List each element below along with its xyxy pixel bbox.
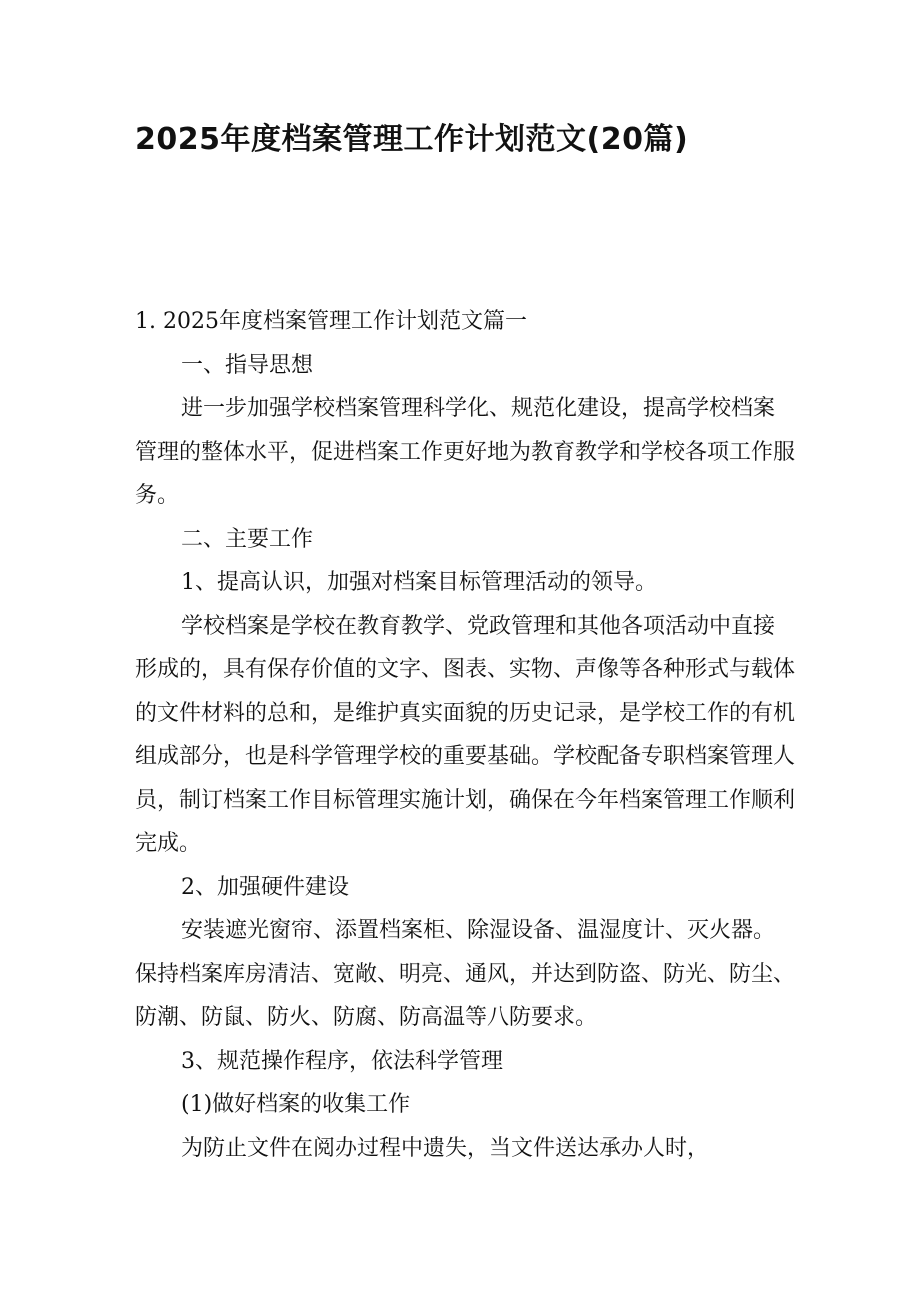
document-title: 2025年度档案管理工作计划范文(20篇) [135, 122, 689, 157]
document-body [135, 300, 795, 1170]
section-title: 1. 2025年度档案管理工作计划范文篇一 [135, 309, 527, 334]
subheading: 1、提高认识，加强对档案目标管理活动的领导。 [181, 570, 657, 595]
paragraph: 进一步加强学校档案管理科学化、规范化建设，提高学校档案管理的整体水平，促进档案工作更好地为教育教学和学校各项工作服务。 [135, 396, 796, 508]
subheading: 2、加强硬件建设 [181, 874, 349, 900]
heading-main-work: 二、主要工作 [181, 526, 314, 552]
subheading: 3、规范操作程序，依法科学管理 [181, 1048, 503, 1074]
paragraph: 安装遮光窗帘、添置档案柜、除湿设备、温湿度计、灭火器。保持档案库房清洁、宽敞、明亮、通风，并达到防盗、防光、防尘、防潮、防鼠、防火、防腐、防高温等八防要求。 [135, 918, 796, 1030]
paragraph: 为防止文件在阅办过程中遗失，当文件送达承办人时， [181, 1135, 710, 1161]
heading-guiding-ideology: 一、指导思想 [181, 352, 314, 378]
subheading: (1)做好档案的收集工作 [181, 1092, 411, 1117]
paragraph: 学校档案是学校在教育教学、党政管理和其他各项活动中直接形成的，具有保存价值的文字、图表、实物、声像等各种形式与载体的文件材料的总和，是维护真实面貌的历史记录，是学校工作的有机组成部分，也是科学管理学校的重要基础。学校配备专职档案管理人员，制订档案工作目标管理实施计划，确保在今年档案管理工作顺利完成。 [135, 613, 796, 856]
